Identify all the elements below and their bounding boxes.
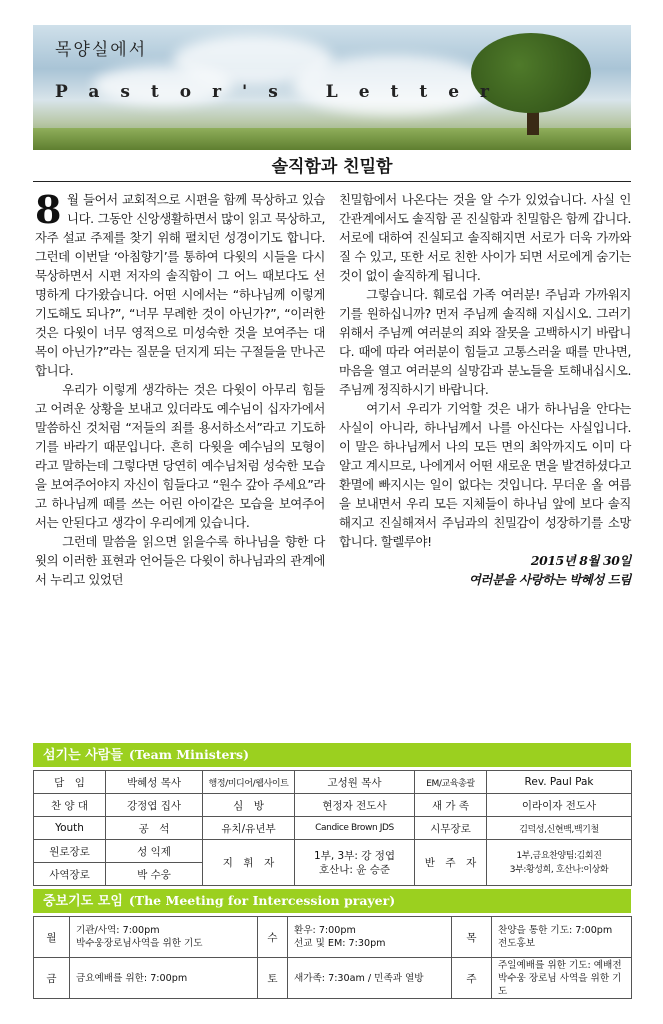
article-column-right [339,190,631,589]
ministers-table [33,770,632,886]
prayer-heading-ko: 중보기도 모임 [43,894,123,909]
table-row [34,771,632,794]
cell-line: 3부:황성희, 호산나:이상화 [509,864,609,875]
title-rule [33,181,631,182]
table-cell: 김덕성,신현백,백기철 [487,817,632,840]
drop-cap: 8 [35,187,62,232]
table-cell [70,917,258,958]
table-cell [492,917,632,958]
table-cell: Rev. Paul Pak [487,771,632,794]
table-cell: 토 [258,958,288,999]
table-cell: 박 수웅 [106,863,203,886]
table-cell [487,840,632,886]
table-cell: 박혜성 목사 [106,771,203,794]
prayer-heading [33,889,631,913]
cell-line: 박수웅 장로님 사역을 위한 기도 [498,972,622,997]
table-row [34,958,632,999]
table-cell: 목 [452,917,492,958]
paragraph: 그런데 말씀을 읽으면 읽을수록 하나님을 향한 다윗의 이러한 표현과 언어들은 다윗이 하나님과의 관계에서 누리고 있었던 [35,534,325,587]
table-cell [288,917,452,958]
prayer-table [33,916,632,999]
table-cell: 행정/미디어/웹사이트 [203,771,295,794]
letter-signature: 여러분을 사랑하는 박혜성 드림 [468,572,631,587]
paragraph: 여기서 우리가 기억할 것은 내가 하나님을 안다는 사실이 아니라, 하나님께서 나를 아신다는 사실입니다. 이 말은 하나님께서 나의 모든 면의 최악까지도 이미 다 알고 계시므로, 나에게서 어떤 새로운 면을 발견하셨다고 환멸에 빠지시는 일이 없다는 것입니다. 무더운 올 여름을 보내면서 우리 모든 지체들이 하나님 앞에 보다 솔직해지고 진실해져서 주님과의 친밀감이 성장하기를 소망합니다. 할렐루야! [339,401,631,549]
cell-line: 선교 및 EM: 7:30pm [294,938,386,949]
table-cell: Candice Brown JDS [295,817,415,840]
table-cell: 강정엽 집사 [106,794,203,817]
article-column-left [35,187,325,589]
table-cell: 성 익제 [106,840,203,863]
table-cell: 반 주 자 [415,840,487,886]
cell-line: 1부,금요찬양팀:김회진 [516,850,602,861]
table-cell: 주 [452,958,492,999]
table-cell: 월 [34,917,70,958]
ministers-heading-en: (Team Ministers) [128,747,250,762]
table-row [34,917,632,958]
table-cell [492,958,632,999]
table-cell: 새가족: 7:30am / 민족과 열방 [288,958,452,999]
table-cell: 유치/유년부 [203,817,295,840]
pastors-letter-banner [33,25,631,150]
cell-line: 1부, 3부: 강 정엽 [314,849,395,862]
table-cell: 사역장로 [34,863,106,886]
banner-english-title: Pastor's Letter [55,82,511,102]
cell-line: 전도홍보 [498,938,536,949]
paragraph: 월 들어서 교회적으로 시편을 함께 묵상하고 있습니다. 그동안 신앙생활하면서 많이 읽고 묵상하고, 자주 설교 주제를 찾기 위해 펼치던 성경이기도 합니다. 그런데 이번달 ‘아침향기’를 통하여 다윗의 시들을 다시 묵상하면서 시편 저자의 솔직함이 그 어느 때보다도 선명하게 다가왔습니다. 어떤 시에서는 “하나님께 이렇게 기도해도 되나?”, “너무 무례한 것이 아닌가?”, “이러한 것은 다윗이 너무 영적으로 미성숙한 것을 보여주는 대목이 아닌가?”라는 질문을 던지게 되는 구절들을 만나곤 합니다. [35,192,325,378]
paragraph: 친밀함에서 나온다는 것을 알 수가 있었습니다. 사실 인간관계에서도 솔직함 곧 진실함과 친밀함은 함께 갑니다. 서로에 대하여 진실되고 솔직해지면 서로가 더욱 가까와질 수 있고, 또한 서로 친한 사이가 되면 서로에게 숨기는 것이 없이 솔직하게 됩니다. [339,192,631,283]
ministers-heading [33,743,631,767]
paragraph: 그렇습니다. 훼로쉽 가족 여러분! 주님과 가까워지기를 원하십니까? 먼저 주님께 솔직해 지십시오. 그러기 위해서 주님께 여러분의 죄와 잘못을 고백하시기 바랍니다. 때에 따라 여러분이 힘들고 고통스러울 때를 만나면, 마음을 열고 여러분의 실망감과 분노들을 토해내십시오. 주님께 정직하시기 바랍니다. [339,287,631,397]
table-cell: 담 임 [34,771,106,794]
table-cell: Youth [34,817,106,840]
cell-line: 찬양을 통한 기도: 7:00pm [498,925,613,936]
table-cell: 심 방 [203,794,295,817]
table-cell: 금 [34,958,70,999]
table-cell: 고성원 목사 [295,771,415,794]
table-cell: 금요예배를 위한: 7:00pm [70,958,258,999]
table-cell: 이라이자 전도사 [487,794,632,817]
table-row [34,817,632,840]
paragraph: 우리가 이렇게 생각하는 것은 다윗이 아무리 힘들고 어려운 상황을 보내고 있더라도 예수님이 십자가에서 말씀하신 것처럼 “저들의 죄를 용서하소서”라고 기도하기를 바라기 때문입니다. 흔히 다윗을 예수님의 모형이라고 말하는데 그렇다면 당연히 예수님처럼 성숙한 모습을 보여주어야지 자신이 힘들다고 “원수 갚아 주세요”라고 하나님께 떼를 쓰는 어린 아이같은 모습을 보여주어서는 안된다고 생각이 우리에게 있습니다. [35,382,325,530]
cell-line: 호산나: 윤 승준 [318,863,391,876]
prayer-heading-en: (The Meeting for Intercession prayer) [128,893,396,908]
table-cell: EM/교육총괄 [415,771,487,794]
cell-line: 박수웅장로님사역을 위한 기도 [76,938,203,949]
table-cell: 찬 양 대 [34,794,106,817]
table-cell: 지 휘 자 [203,840,295,886]
article-title: 솔직함과 친밀함 [271,157,393,177]
table-cell: 수 [258,917,288,958]
table-row [34,794,632,817]
ministers-heading-ko: 섬기는 사람들 [43,748,123,763]
table-cell: 시무장로 [415,817,487,840]
table-row [34,840,632,863]
banner-korean-title: 목양실에서 [55,40,148,60]
letter-date: 2015년 8월 30일 [530,553,631,568]
cell-line: 주일예배를 위한 기도: 예배전 [498,959,622,971]
grass [33,128,631,150]
table-cell: 현정자 전도사 [295,794,415,817]
table-cell: 공 석 [106,817,203,840]
table-cell: 원로장로 [34,840,106,863]
table-cell [295,840,415,886]
cell-line: 환우: 7:00pm [294,925,356,936]
table-cell: 새 가 족 [415,794,487,817]
cell-line: 기관/사역: 7:00pm [76,925,160,936]
